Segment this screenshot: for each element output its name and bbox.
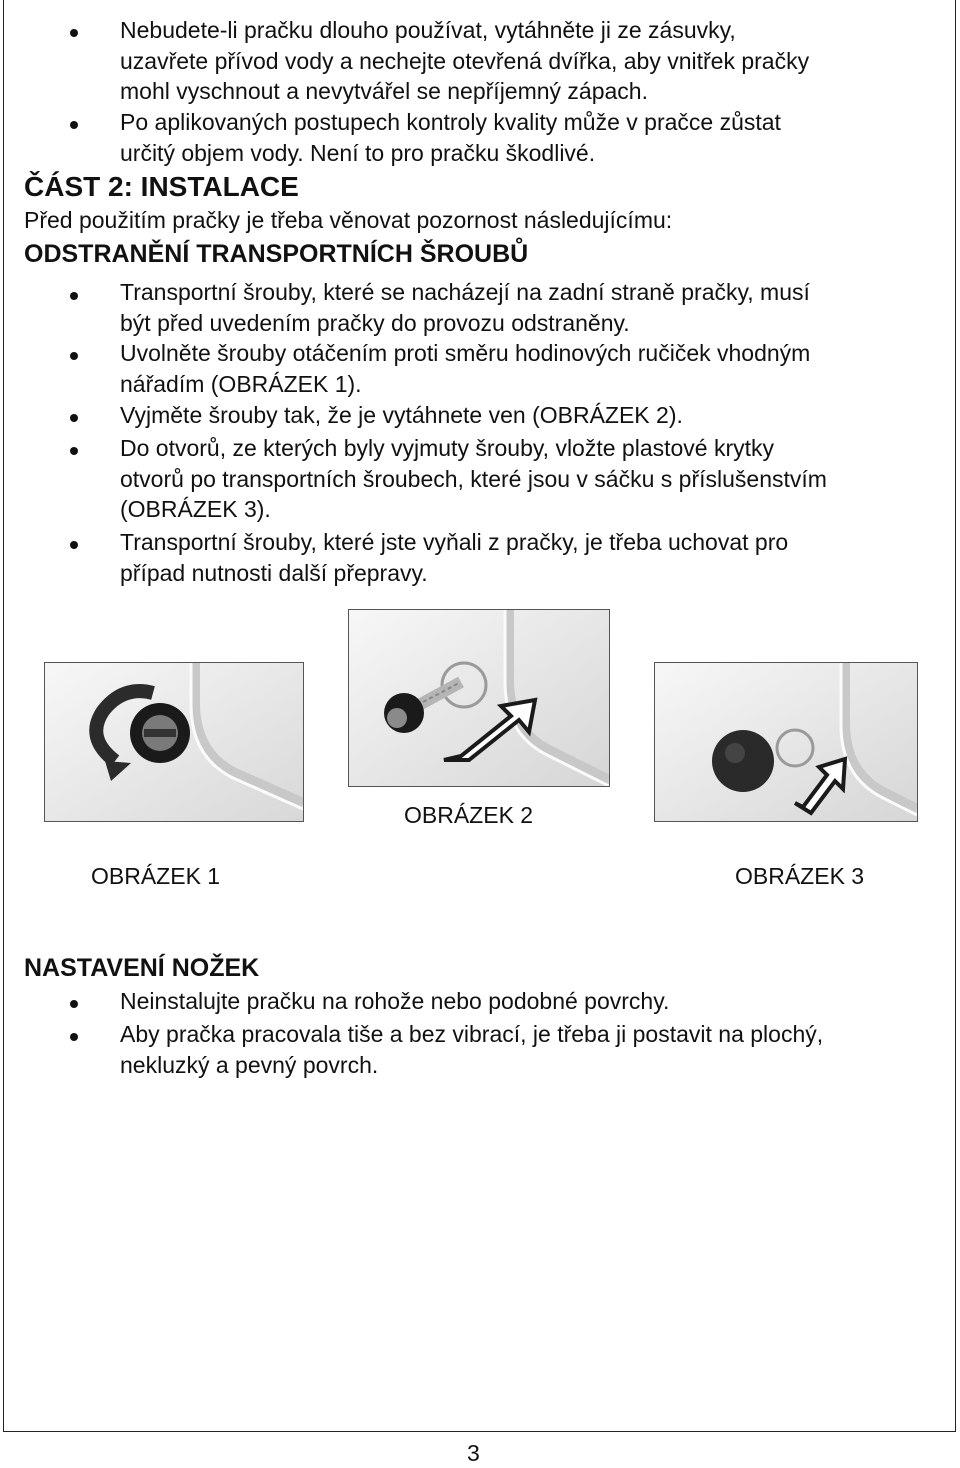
figure-3-image bbox=[654, 662, 918, 822]
figure-1-caption: OBRÁZEK 1 bbox=[91, 863, 221, 889]
section-intro: Před použitím pračky je třeba věnovat pozornost následujícímu: bbox=[24, 207, 673, 233]
bullet-dot bbox=[70, 414, 78, 422]
intro-bullet-1-line-2: uzavřete přívod vody a nechejte otevřená dvířka, aby vnitřek pračky bbox=[120, 47, 810, 74]
bullet-dot bbox=[70, 1000, 78, 1008]
screws-bullet-2-line-1: Uvolněte šrouby otáčením proti směru hodinových ručiček vhodným bbox=[120, 340, 811, 366]
screws-bullet-1-line-2: být před uvedením pračky do provozu odstraněny. bbox=[120, 309, 630, 336]
figure-2-image bbox=[348, 609, 610, 787]
feet-bullet-1-line-1: Neinstalujte pračku na rohože nebo podobné povrchy. bbox=[120, 988, 670, 1014]
figure-1-image bbox=[44, 662, 304, 822]
screws-bullet-1-line-1: Transportní šrouby, které se nacházejí na zadní straně pračky, musí bbox=[120, 279, 810, 305]
intro-bullet-2-line-2: určitý objem vody. Není to pro pračku škodlivé. bbox=[120, 139, 596, 166]
feet-bullet-2-line-2: nekluzký a pevný povrch. bbox=[120, 1051, 379, 1078]
figure-2-caption: OBRÁZEK 2 bbox=[404, 802, 534, 828]
feet-bullet-2-line-1: Aby pračka pracovala tiše a bez vibrací, je třeba ji postavit na plochý, bbox=[120, 1021, 824, 1047]
bullet-dot bbox=[70, 1033, 78, 1041]
section-title: ČÁST 2: INSTALACE bbox=[24, 171, 299, 202]
screws-bullet-3-line-1: Vyjměte šrouby tak, že je vytáhnete ven (OBRÁZEK 2). bbox=[120, 402, 683, 428]
bullet-dot bbox=[70, 29, 78, 37]
screws-bullet-4-line-2: otvorů po transportních šroubech, které jsou v sáčku s příslušenstvím bbox=[120, 465, 827, 492]
bullet-dot bbox=[70, 292, 78, 300]
screws-bullet-4-line-1: Do otvorů, ze kterých byly vyjmuty šrouby, vložte plastové krytky bbox=[120, 435, 775, 461]
screws-bullet-5-line-2: případ nutnosti další přepravy. bbox=[120, 559, 428, 586]
bullet-dot bbox=[70, 541, 78, 549]
intro-bullet-1-line-3: mohl vyschnout a nevytvářel se nepříjemný zápach. bbox=[120, 78, 648, 104]
bullet-dot bbox=[70, 447, 78, 455]
feet-heading: NASTAVENÍ NOŽEK bbox=[24, 954, 260, 982]
screws-bullet-4-line-3: (OBRÁZEK 3). bbox=[120, 496, 271, 522]
screws-heading: ODSTRANĚNÍ TRANSPORTNÍCH ŠROUBŮ bbox=[24, 240, 529, 268]
bullet-dot bbox=[70, 121, 78, 129]
intro-bullet-2-line-1: Po aplikovaných postupech kontroly kvality může v pračce zůstat bbox=[120, 109, 781, 135]
page-number: 3 bbox=[467, 1440, 480, 1466]
bullet-dot bbox=[70, 352, 78, 360]
screws-bullet-5-line-1: Transportní šrouby, které jste vyňali z pračky, je třeba uchovat pro bbox=[120, 529, 789, 555]
intro-bullet-1-line-1: Nebudete-li pračku dlouho používat, vytáhněte ji ze zásuvky, bbox=[120, 17, 736, 43]
screws-bullet-2-line-2: nářadím (OBRÁZEK 1). bbox=[120, 370, 362, 397]
figure-3-caption: OBRÁZEK 3 bbox=[735, 863, 865, 889]
